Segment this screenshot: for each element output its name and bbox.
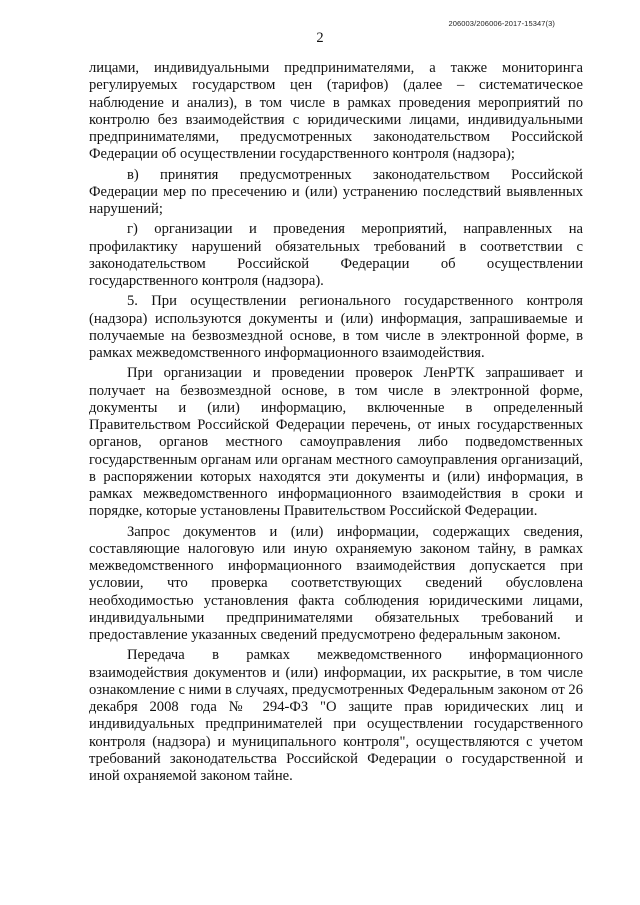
paragraph-continuation: лицами, индивидуальными предпринимателями, а также мониторинга регулируемых государством цен (тарифов) (далее – систематическое наблюдение и анализ), в том числе в рамках проведения мероприятий по контролю без взаимодействия с юридическими лицами, индивидуальными предпринимателями, предусмотренных законодательством Российской Федерации об осуществлении государственного контроля (надзора); (89, 60, 583, 163)
page-number: 2 (316, 30, 324, 46)
paragraph-item-v: в) принятия предусмотренных законодательством Российской Федерации мер по пресечению и (или) устранению последствий выявленных нарушений; (89, 166, 583, 217)
paragraph-request-secrets: Запрос документов и (или) информации, содержащих сведения, составляющие налоговую или иную охраняемую законом тайну, в рамках межведомственного информационного взаимодействия допускается при условии, что проверка соответствующих сведений обусловлена необходимостью установления факта соблюдения юридическими лицами, индивидуальными предпринимателями обязательных требований и предоставление указанных сведений предусмотрено федеральным законом. (89, 523, 583, 643)
document-body (89, 60, 583, 788)
paragraph-transfer: Передача в рамках межведомственного информационного взаимодействия документов и (или) информации, их раскрытие, в том числе ознакомление с ними в случаях, предусмотренных Федеральным законом от 26 декабря 2008 года № 294-ФЗ "О защите прав юридических лиц и индивидуальных предпринимателей при осуществлении государственного контроля (надзора) и муниципального контроля", осуществляются с учетом требований законодательства Российской Федерации о государственной и иной охраняемой законом тайне. (89, 647, 583, 784)
paragraph-inspections: При организации и проведении проверок ЛенРТК запрашивает и получает на безвозмездной основе, в том числе в электронной форме, документы и (или) информацию, включенные в определенный Правительством Российской Федерации перечень, от иных государственных органов, органов местного самоуправления либо подведомственных государственным органам или органам местного самоуправления организаций, в распоряжении которых находятся эти документы и (или) информация, в рамках межведомственного информационного взаимодействия в сроки и порядке, которые установлены Правительством Российской Федерации. (89, 365, 583, 520)
paragraph-clause-5: 5. При осуществлении регионального государственного контроля (надзора) используются документы и (или) информация, запрашиваемые и получаемые на безвозмездной основе, в том числе в электронной форме, в рамках межведомственного информационного взаимодействия. (89, 293, 583, 361)
paragraph-item-g: г) организации и проведения мероприятий, направленных на профилактику нарушений обязательных требований в соответствии с законодательством Российской Федерации об осуществлении государственного контроля (надзора). (89, 221, 583, 289)
document-registration-code: 206003/206006-2017-15347(3) (448, 19, 555, 28)
